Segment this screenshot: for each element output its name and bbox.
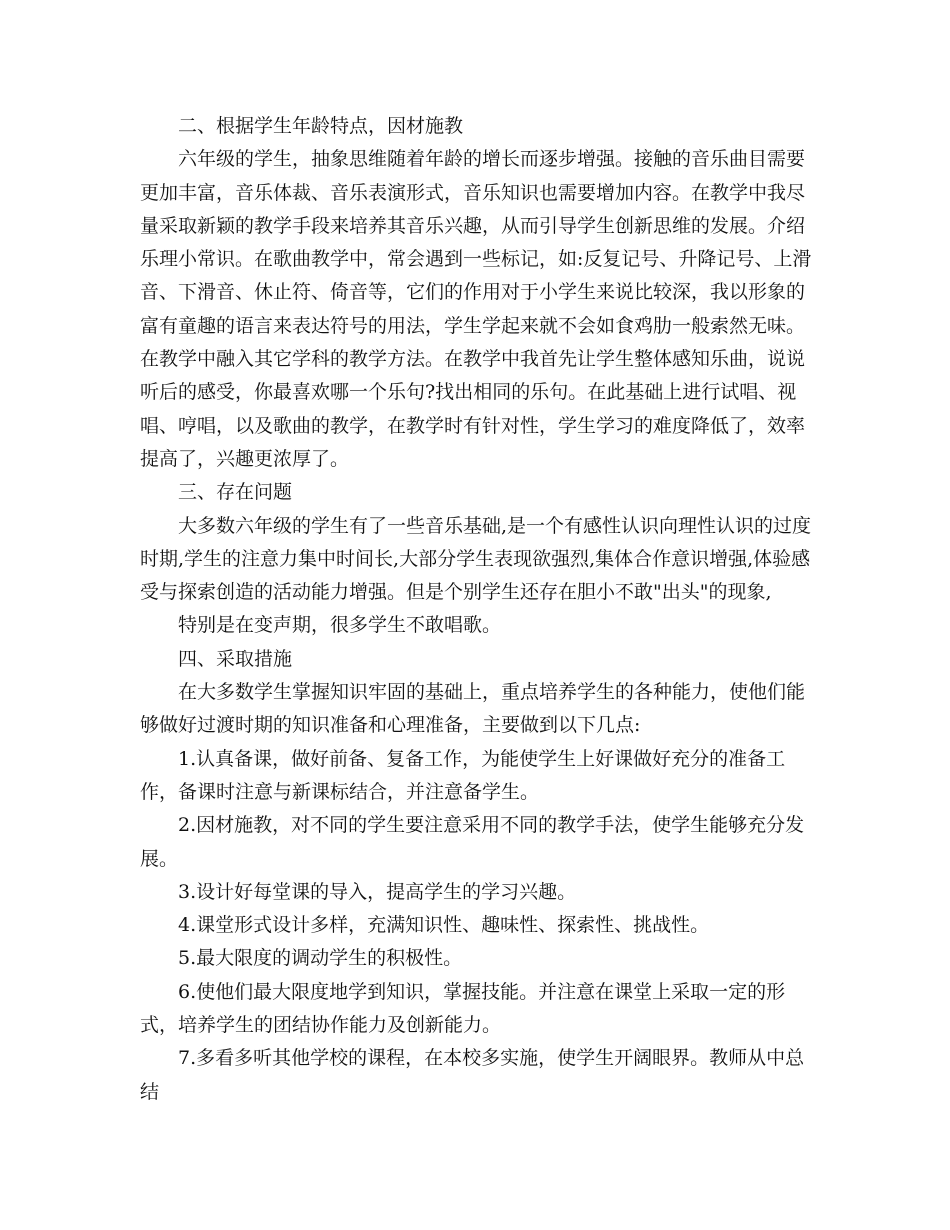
section-heading-3: 三、存在问题 — [178, 481, 293, 504]
section-heading-2: 二、根据学生年龄特点，因材施教 — [178, 115, 464, 137]
section-heading-4: 四、采取措施 — [178, 647, 293, 670]
body-paragraph: 大多数六年级的学生有了一些音乐基础,是一个有感性认识向理性认识的过度时期,学生的注意力集中时间长,大部分学生表现欲强烈,集体合作意识增强,体验感受与探索创造的活动能力增强。但是个别学生还存在胆小不敢"出头"的现象, — [140, 514, 812, 604]
document-page — [140, 110, 820, 1109]
body-paragraph: 特别是在变声期，很多学生不敢唱歌。 — [178, 614, 502, 637]
list-item: 7.多看多听其他学校的课程，在本校多实施，使学生开阔眼界。教师从中总结 — [140, 1047, 805, 1103]
body-paragraph: 在大多数学生掌握知识牢固的基础上，重点培养学生的各种能力，使他们能够做好过渡时期的知识准备和心理准备，主要做到以下几点: — [140, 681, 806, 737]
list-item: 2.因材施教，对不同的学生要注意采用不同的教学手法，使学生能够充分发展。 — [140, 814, 805, 870]
list-item: 3.设计好每堂课的导入，提高学生的学习兴趣。 — [178, 880, 577, 903]
list-item: 6.使他们最大限度地学到知识，掌握技能。并注意在课堂上采取一定的形式，培养学生的团结协作能力及创新能力。 — [140, 980, 786, 1037]
body-paragraph: 六年级的学生，抽象思维随着年龄的增长而逐步增强。接触的音乐曲目需要更加丰富，音乐体裁、音乐表演形式，音乐知识也需要增加内容。在教学中我尽量采取新颖的教学手段来培养其音乐兴趣，从而引导学生创新思维的发展。介绍乐理小常识。在歌曲教学中，常会遇到一些标记，如:反复记号、升降记号、上滑音、下滑音、休止符、倚音等，它们的作用对于小学生来说比较深，我以形象的富有童趣的语言来表达符号的用法，学生学起来就不会如食鸡肋一般索然无味。在教学中融入其它学科的教学方法。在教学中我首先让学生整体感知乐曲，说说听后的感受，你最喜欢哪一个乐句?找出相同的乐句。在此基础上进行试唱、视唱、哼唱，以及歌曲的教学，在教学时有针对性，学生学习的难度降低了，效率提高了，兴趣更浓厚了。 — [140, 148, 812, 470]
list-item: 1.认真备课，做好前备、复备工作，为能使学生上好课做好充分的准备工作，备课时注意与新课标结合，并注意备学生。 — [140, 747, 786, 803]
list-item: 5.最大限度的调动学生的积极性。 — [178, 947, 463, 970]
list-item: 4.课堂形式设计多样，充满知识性、趣味性、探索性、挑战性。 — [178, 914, 710, 937]
